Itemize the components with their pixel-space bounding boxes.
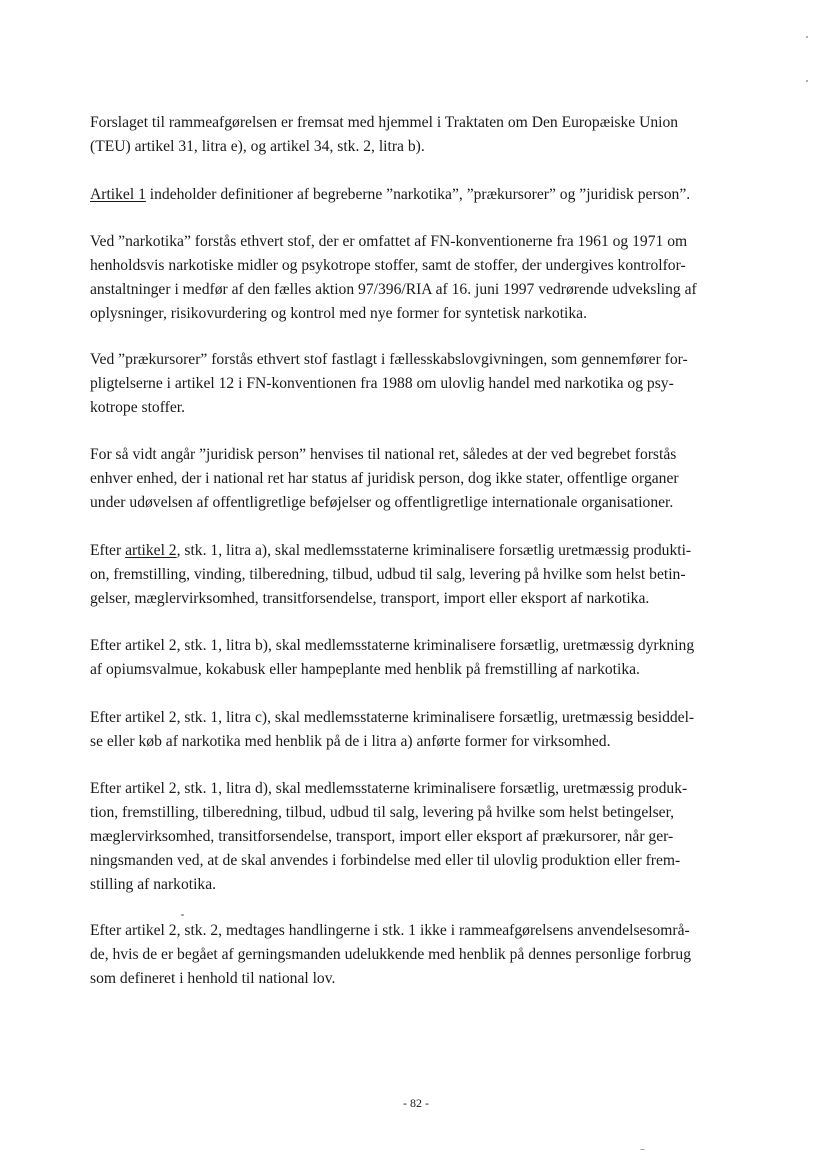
paragraph-article-2-litra-b (90, 634, 770, 682)
text-line: som defineret i henhold til national lov. (90, 970, 336, 987)
text-line: stilling af narkotika. (90, 876, 217, 893)
paragraph-article-2-litra-d (90, 777, 770, 897)
paragraph-article-2-stk-2 (90, 919, 770, 991)
text-line: anstaltninger i medfør af den fælles aktion 97/396/RIA af 16. juni 1997 vedrørende udveksling af (90, 281, 697, 298)
text-line: henholdsvis narkotiske midler og psykotrope stoffer, samt de stoffer, der undergives kontrolfor- (90, 257, 686, 274)
text-line: Forslaget til rammeafgørelsen er fremsat med hjemmel i Traktaten om Den Europæiske Union (90, 114, 679, 131)
text-fragment: indeholder definitioner af begreberne ”narkotika”, ”prækursorer” og ”juridisk person”. (145, 186, 691, 203)
text-line: Efter artikel 2, stk. 1, litra c), skal medlemsstaterne kriminalisere forsætlig, uretmæssig besiddel- (90, 709, 695, 726)
text-line: Ved ”prækursorer” forstås ethvert stof fastlagt i fællesskabslovgivningen, som gennemfører for- (90, 351, 688, 368)
text-line: mæglervirksomhed, transitforsendelse, transport, import eller eksport af prækursorer, når ger- (90, 828, 674, 845)
text-line: on, fremstilling, vinding, tilberedning, tilbud, udbud til salg, levering på hvilke som helst betin- (90, 566, 686, 583)
text-line: Ved ”narkotika” forstås ethvert stof, der er omfattet af FN-konventionerne fra 1961 og 1971 om (90, 233, 688, 250)
text-fragment: , stk. 1, litra a), skal medlemsstaterne kriminalisere forsætlig uretmæssig produkti- (176, 542, 692, 559)
paragraph-article-1 (90, 183, 770, 207)
page-number: - 82 - (403, 1096, 429, 1110)
text-line (90, 539, 770, 563)
paragraph-narkotika-definition (90, 230, 770, 326)
scan-speck (640, 1149, 645, 1150)
text-line: oplysninger, risikovurdering og kontrol med nye former for syntetisk narkotika. (90, 305, 587, 322)
paragraph-juridisk-person (90, 443, 770, 515)
text-line: For så vidt angår ”juridisk person” henvises til national ret, således at der ved begrebet forstås (90, 446, 677, 463)
scan-speck (181, 914, 184, 916)
paragraph-legal-basis (90, 111, 770, 159)
text-line: se eller køb af narkotika med henblik på de i litra a) anførte former for virksomhed. (90, 733, 611, 750)
text-line: enhver enhed, der i national ret har status af juridisk person, dog ikke stater, offentlige organer (90, 470, 679, 487)
text-line: Efter artikel 2, stk. 1, litra b), skal medlemsstaterne kriminalisere forsætlig, uretmæssig dyrkning (90, 637, 695, 654)
text-line: af opiumsvalmue, kokabusk eller hampeplante med henblik på fremstilling af narkotika. (90, 661, 640, 678)
text-line: pligtelserne i artikel 12 i FN-konventionen fra 1988 om ulovlig handel med narkotika og psy- (90, 375, 674, 392)
text-line: tion, fremstilling, tilberedning, tilbud, udbud til salg, levering på hvilke som helst betingelser, (90, 804, 675, 821)
text-line: (TEU) artikel 31, litra e), og artikel 34, stk. 2, litra b). (90, 138, 425, 155)
scan-speck (806, 36, 808, 38)
text-line: Efter artikel 2, stk. 2, medtages handlingerne i stk. 1 ikke i rammeafgørelsens anvendelsesområ- (90, 922, 690, 939)
article-1-reference: Artikel 1 (90, 186, 146, 203)
article-2-reference: artikel 2 (125, 542, 177, 559)
text-line: ningsmanden ved, at de skal anvendes i forbindelse med eller til ulovlig produktion eller frem- (90, 852, 681, 869)
paragraph-article-2-litra-a (90, 539, 770, 611)
paragraph-article-2-litra-c (90, 706, 770, 754)
scan-speck (806, 80, 808, 82)
text-line: gelser, mæglervirksomhed, transitforsendelse, transport, import eller eksport af narkotika. (90, 590, 650, 607)
text-line: kotrope stoffer. (90, 399, 185, 416)
text-line: under udøvelsen af offentligretlige beføjelser og offentligretlige internationale organisationer. (90, 494, 674, 511)
text-line: Efter artikel 2, stk. 1, litra d), skal medlemsstaterne kriminalisere forsætlig, uretmæssig produk- (90, 780, 688, 797)
paragraph-prekursorer-definition (90, 348, 770, 420)
text-line: de, hvis de er begået af gerningsmanden udelukkende med henblik på dennes personlige forbrug (90, 946, 692, 963)
text-line (90, 183, 770, 207)
text-fragment: Efter (90, 542, 126, 559)
